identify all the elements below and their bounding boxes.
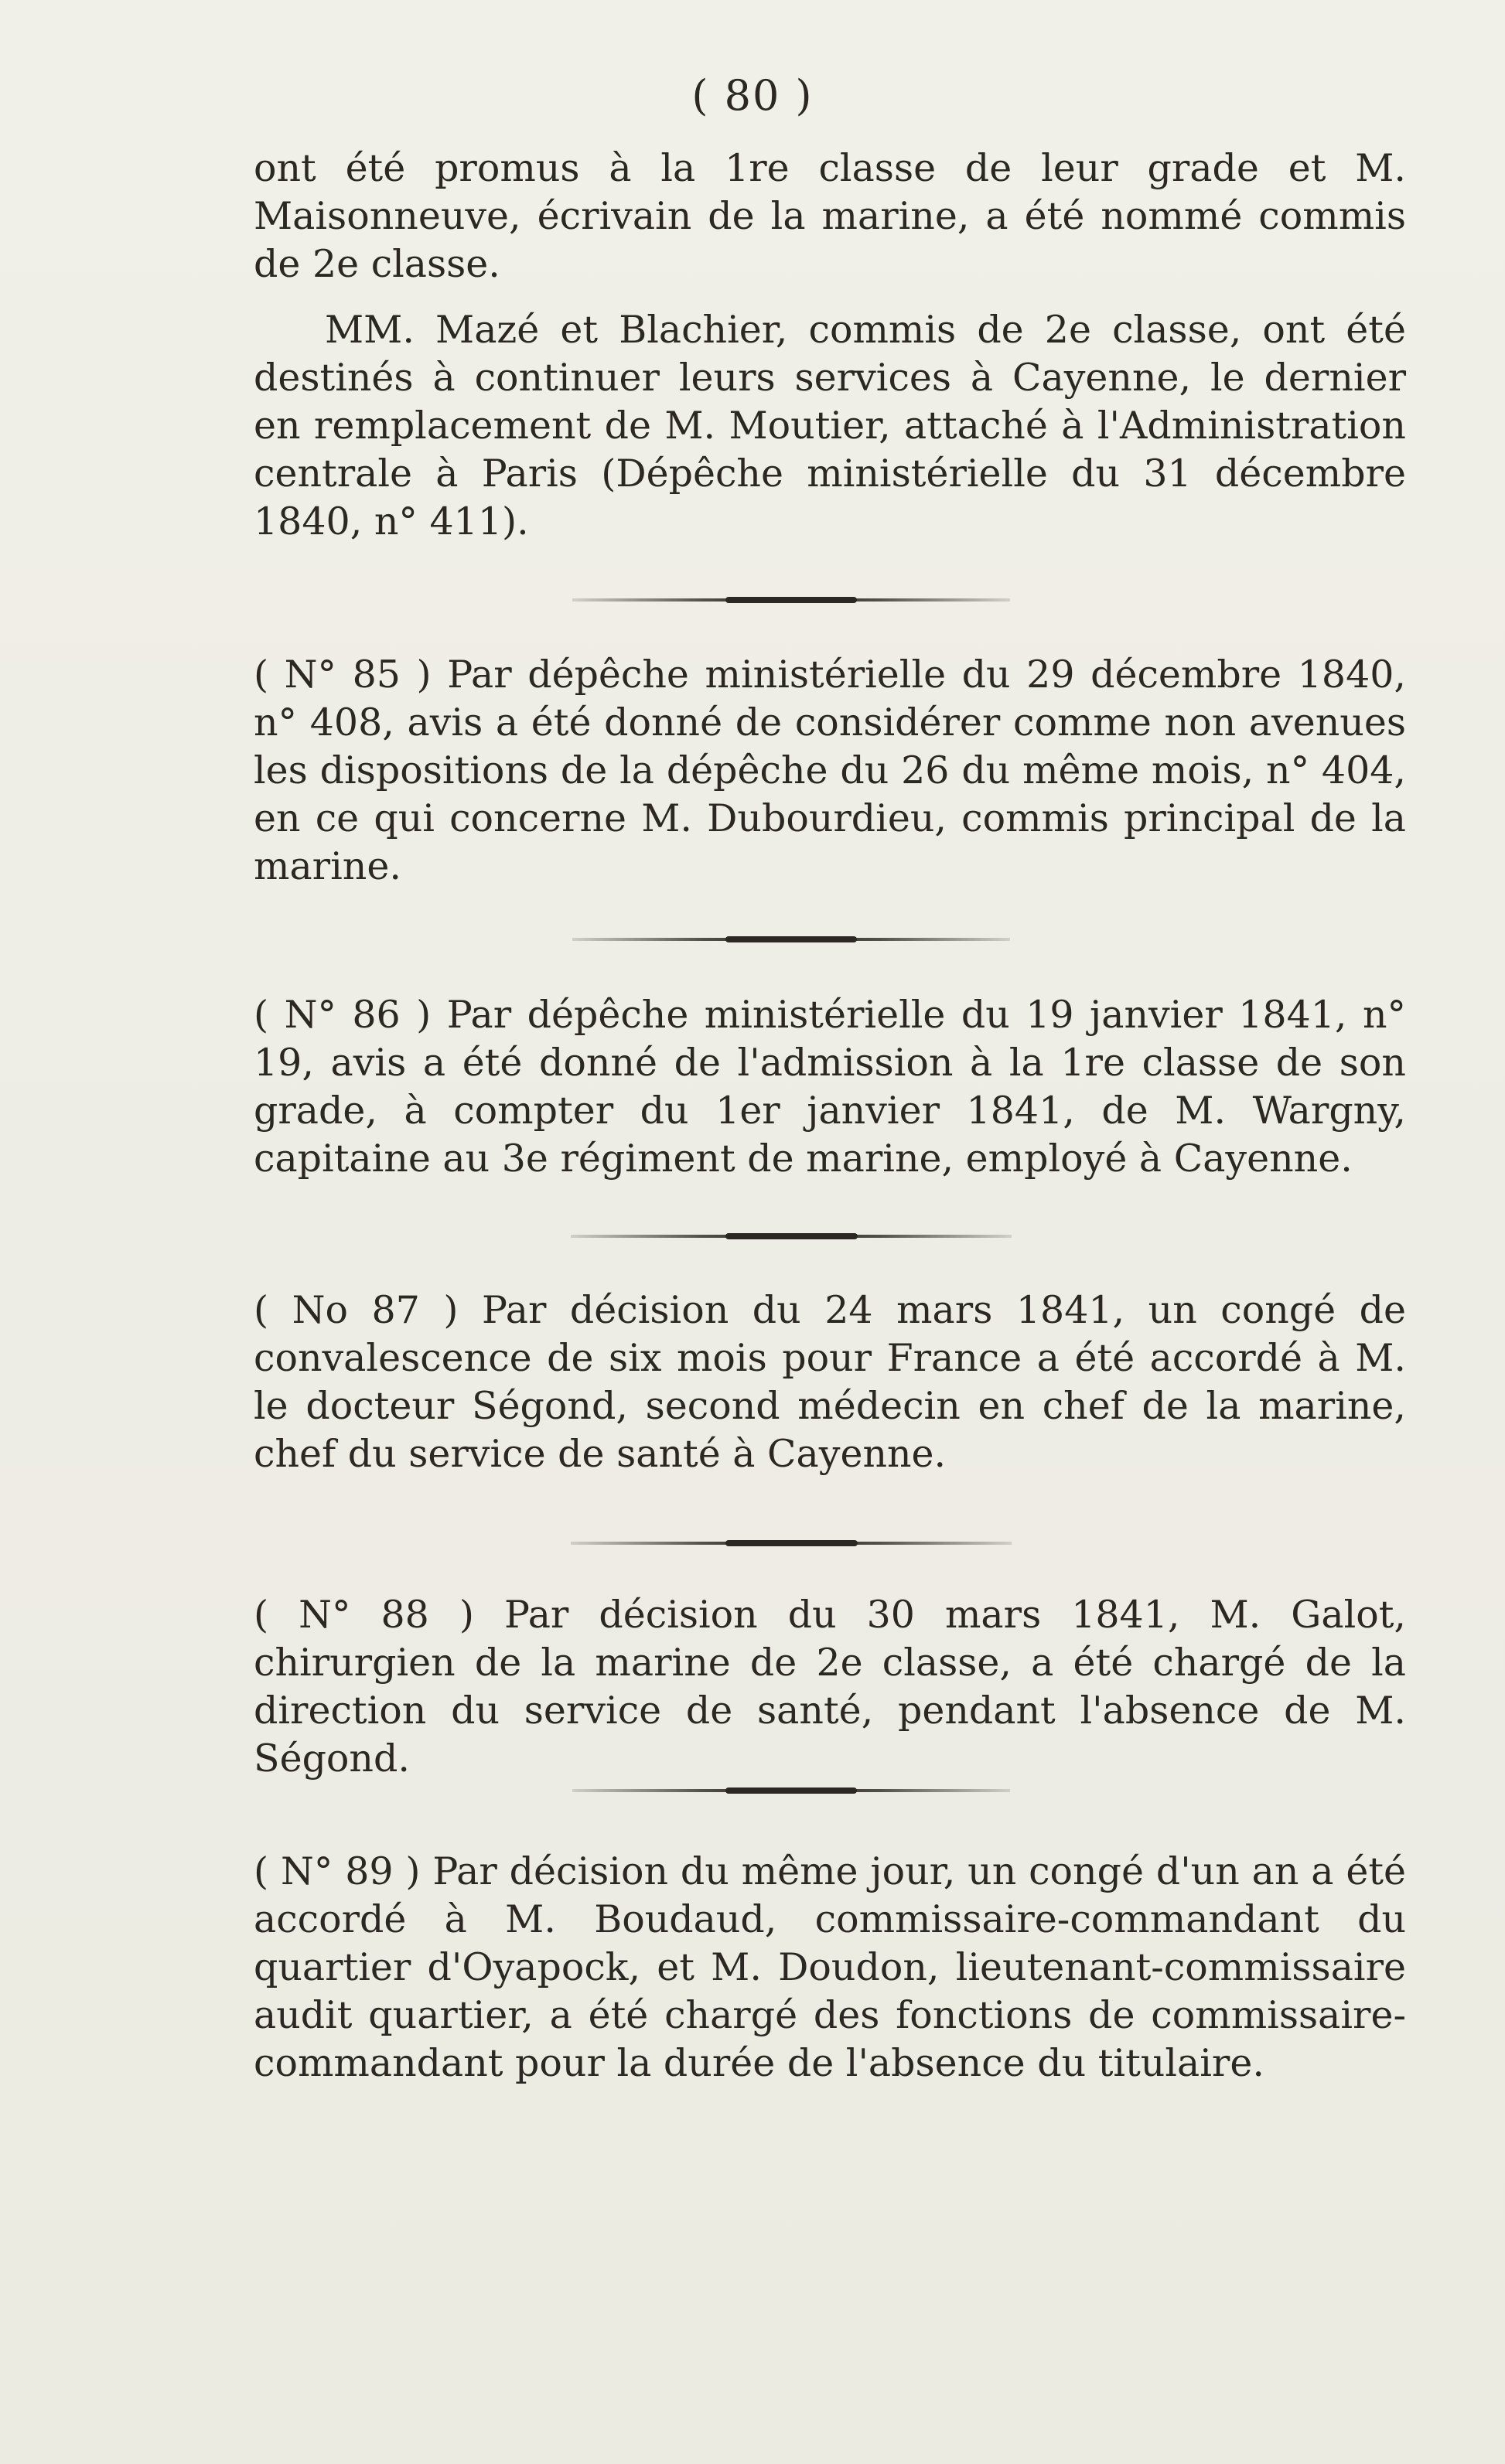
entry-label: ( N° 85 ) [254, 653, 432, 697]
paragraph-text: Par dépêche ministérielle du 29 décembre 1840, n° 408, avis a été donné de considérer comme non avenues les dispositions de la dépêche du 26 du même mois, n° 404, en ce qui concerne M. Dubourdieu, commis principal de la marine. [254, 653, 1406, 888]
paragraph-appointments [254, 306, 1406, 546]
paragraph-text: MM. Mazé et Blachier, commis de 2e classe, ont été destinés à continuer leurs services à Cayenne, le dernier en remplacement de M. Moutier, attaché à l'Administration centrale à Paris (Dépêche ministérielle du 31 décembre 1840, n° 411). [254, 308, 1406, 544]
page-number: ( 80 ) [691, 71, 814, 120]
entry-label: ( N° 88 ) [254, 1593, 474, 1637]
entry-label: ( No 87 ) [254, 1288, 459, 1332]
paragraph-text: ont été promus à la 1re classe de leur grade et M. Maisonneuve, écrivain de la marine, a été nommé commis de 2e classe. [254, 146, 1406, 286]
paragraph-text: Par décision du 24 mars 1841, un congé de convalescence de six mois pour France a été accordé à M. le docteur Ségond, second médecin en chef de la marine, chef du service de santé à Cayenne. [254, 1288, 1407, 1476]
entry-label: ( N° 89 ) [254, 1849, 421, 1893]
entry-86 [254, 991, 1406, 1183]
paragraph-text: Par décision du 30 mars 1841, M. Galot, chirurgien de la marine de 2e classe, a été chargé de la direction du service de santé, pendant l'absence de M. Ségond. [254, 1593, 1407, 1781]
entry-85 [254, 651, 1406, 891]
section-divider [571, 1542, 1012, 1545]
paragraph-continuation [254, 145, 1406, 288]
entry-89 [254, 1848, 1406, 2087]
paragraph-text: Par décision du même jour, un congé d'un an a été accordé à M. Boudaud, commissaire-commandant du quartier d'Oyapock, et M. Doudon, lieutenant-commissaire audit quartier, a été chargé des fonctions de commissaire-commandant pour la durée de l'absence du titulaire. [254, 1849, 1407, 2085]
entry-88 [254, 1591, 1406, 1783]
entry-label: ( N° 86 ) [254, 993, 432, 1037]
section-divider [572, 938, 1010, 941]
section-divider [571, 1235, 1012, 1238]
section-divider [572, 598, 1010, 602]
entry-87 [254, 1287, 1406, 1478]
paragraph-text: Par dépêche ministérielle du 19 janvier 1841, n° 19, avis a été donné de l'admission à la 1re classe de son grade, à compter du 1er janvier 1841, de M. Wargny, capitaine au 3e régiment de marine, employé à Cayenne. [254, 993, 1407, 1181]
section-divider [572, 1789, 1010, 1792]
